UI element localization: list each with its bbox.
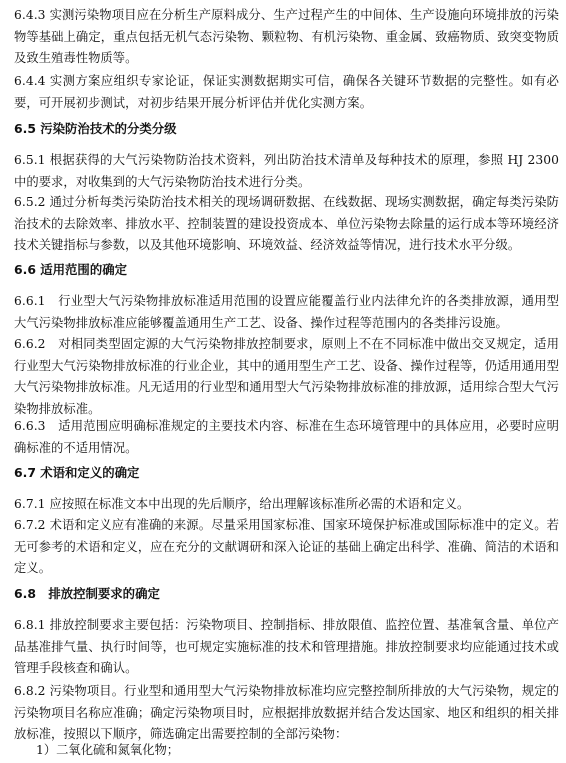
paragraph-6-8-2: 6.8.2 污染物项目。行业型和通用型大气污染物排放标准均应完整控制所排放的大气污染物，规定的污染物项目名称应准确；确定污染物项目时，应根据排放数据并结合发达国家、地区和组织的相关排放标准，按照以下顺序，筛选确定出需要控制的全部污染物： xyxy=(14,684,559,741)
paragraph-6-7-1: 6.7.1 应按照在标准文本中出现的先后顺序，给出理解该标准所必需的术语和定义。 xyxy=(14,497,470,511)
heading-6-7: 6.7 术语和定义的确定 xyxy=(14,465,140,480)
paragraph-6-8-1: 6.8.1 排放控制要求主要包括：污染物项目、控制指标、排放限值、监控位置、基准氧含量、单位产品基准排气量、执行时间等，也可规定实施标准的技术和管理措施。排放控制要求均应能通过技术或管理手段核查和确认。 xyxy=(14,618,559,675)
heading-6-6: 6.6 适用范围的确定 xyxy=(14,262,127,277)
heading-6-8: 6.8 排放控制要求的确定 xyxy=(14,586,160,601)
paragraph-6-4-3: 6.4.3 实测污染物项目应在分析生产原料成分、生产过程产生的中间体、生产设施向环境排放的污染物等基础上确定，重点包括无机气态污染物、颗粒物、有机污染物、重金属、致癌物质、致突变物质及致生殖毒性物质等。 xyxy=(14,8,559,65)
paragraph-6-6-3: 6.6.3 适用范围应明确标准规定的主要技术内容、标准在生态环境管理中的具体应用，必要时应明确标准的不适用情况。 xyxy=(14,419,559,455)
heading-6-5: 6.5 污染防治技术的分类分级 xyxy=(14,121,177,136)
paragraph-6-4-4: 6.4.4 实测方案应组织专家论证，保证实测数据期实可信，确保各关键环节数据的完整性。如有必要，可开展初步测试，对初步结果开展分析评估并优化实测方案。 xyxy=(14,74,559,110)
paragraph-6-5-2: 6.5.2 通过分析每类污染防治技术相关的现场调研数据、在线数据、现场实测数据，确定每类污染防治技术的去除效率、排放水平、控制装置的建设投资成本、单位污染物去除量的运行成本等环境经济技术关键指标与参数，以及其他环境影响、环境效益、经济效益等情况，进行技术水平分级。 xyxy=(14,195,559,252)
paragraph-6-5-1: 6.5.1 根据获得的大气污染物防治技术资料，列出防治技术清单及每种技术的原理，参照 HJ 2300 中的要求，对收集到的大气污染物防治技术进行分类。 xyxy=(14,153,559,189)
list-item-1: 1）二氧化硫和氮氧化物； xyxy=(36,743,180,757)
paragraph-6-6-1: 6.6.1 行业型大气污染物排放标准适用范围的设置应能覆盖行业内法律允许的各类排放源，通用型大气污染物排放标准应能够覆盖通用生产工艺、设备、操作过程等范围内的各类排污设施。 xyxy=(14,294,559,330)
paragraph-6-6-2: 6.6.2 对相同类型固定源的大气污染物排放控制要求，原则上不在不同标准中做出交叉规定，适用行业型大气污染物排放标准的行业企业，其中的通用型生产工艺、设备、操作过程等，仍适用通用型大气污染物排放标准。凡无适用的行业型和通用型大气污染物排放标准的排放源，适用综合型大气污染物排放标准。 xyxy=(14,337,559,416)
paragraph-6-7-2: 6.7.2 术语和定义应有准确的来源。尽量采用国家标准、国家环境保护标准或国际标准中的定义。若无可参考的术语和定义，应在充分的文献调研和深入论证的基础上确定出科学、准确、简洁的术语和定义。 xyxy=(14,518,559,575)
